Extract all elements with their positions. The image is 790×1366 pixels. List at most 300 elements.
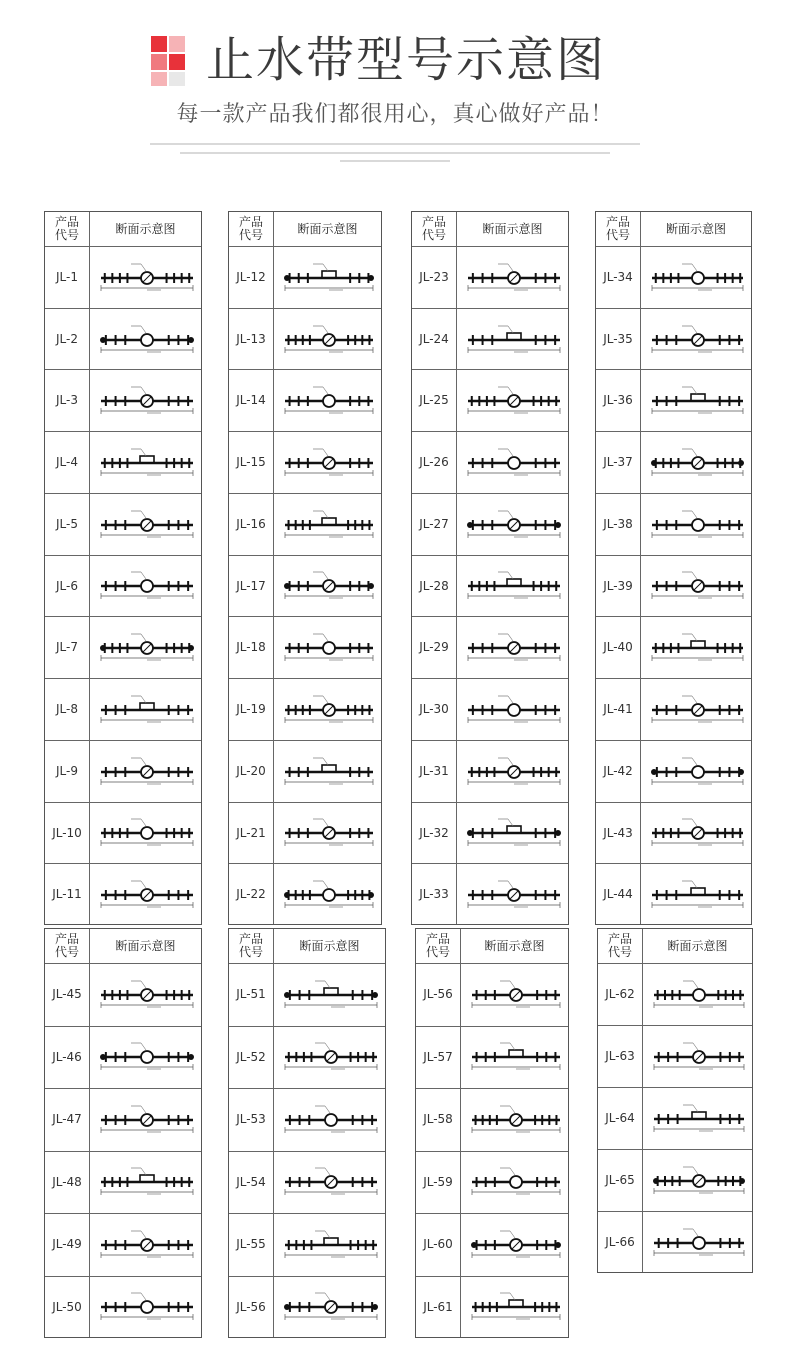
table-row xyxy=(416,1213,568,1276)
product-code: JL-20 xyxy=(236,763,266,778)
table-row xyxy=(229,802,381,864)
center-bulb xyxy=(325,1114,337,1126)
product-code: JL-60 xyxy=(423,1237,453,1251)
product-code: JL-4 xyxy=(56,455,78,470)
table-row xyxy=(45,1088,201,1151)
logo-square-5 xyxy=(151,72,167,86)
product-code: JL-52 xyxy=(236,1049,266,1064)
section-diagram xyxy=(462,878,566,920)
table-row xyxy=(45,369,201,431)
callout-leader xyxy=(141,1043,146,1050)
product-code: JL-11 xyxy=(52,887,82,902)
table-row xyxy=(229,308,381,370)
product-code: JL-57 xyxy=(423,1049,453,1064)
end-bulb-left xyxy=(284,275,290,281)
callout-leader xyxy=(141,758,146,765)
end-bulb-left xyxy=(651,769,657,775)
callout-leader xyxy=(323,326,328,333)
section-diagram xyxy=(279,816,379,858)
section-diagram xyxy=(95,508,199,550)
header-diagram-label: 断面示意图 xyxy=(115,939,176,953)
section-diagram xyxy=(95,1165,199,1208)
bottom-table-2 xyxy=(228,928,386,1338)
product-code: JL-18 xyxy=(236,640,266,655)
table-row xyxy=(596,369,751,431)
center-bulb xyxy=(692,519,704,531)
section-diagram xyxy=(648,978,750,1020)
product-code: JL-29 xyxy=(419,640,449,655)
callout-leader xyxy=(141,449,146,456)
end-bulb-left xyxy=(284,892,290,898)
section-diagram xyxy=(646,631,749,673)
header-code-line2: 代号 xyxy=(54,228,79,242)
callout-leader xyxy=(508,264,513,271)
header-code-line1: 产品 xyxy=(605,215,630,229)
callout-leader xyxy=(141,696,146,703)
header-code-line2: 代号 xyxy=(605,228,630,242)
callout-leader xyxy=(510,1293,515,1300)
product-code: JL-38 xyxy=(603,516,633,531)
section-diagram xyxy=(462,569,566,611)
callout-leader xyxy=(692,819,697,826)
table-row xyxy=(229,493,381,555)
callout-leader xyxy=(325,1293,330,1300)
table-row xyxy=(412,802,568,864)
section-diagram xyxy=(279,1040,383,1083)
callout-leader xyxy=(510,981,515,988)
product-code: JL-55 xyxy=(236,1237,266,1251)
callout-leader xyxy=(323,696,328,703)
callout-leader xyxy=(323,634,328,641)
end-bulb-right xyxy=(738,460,744,466)
table-row xyxy=(598,963,752,1025)
product-code: JL-28 xyxy=(419,578,449,593)
section-diagram xyxy=(466,1228,566,1271)
section-diagram xyxy=(95,1040,199,1083)
callout-leader xyxy=(510,1168,515,1175)
end-bulb-left xyxy=(651,460,657,466)
product-code: JL-22 xyxy=(236,887,266,902)
center-bulb xyxy=(323,395,335,407)
product-code: JL-6 xyxy=(56,578,78,593)
callout-leader xyxy=(323,264,328,271)
product-code: JL-34 xyxy=(603,270,633,284)
callout-leader xyxy=(692,449,697,456)
center-bulb xyxy=(323,889,335,901)
callout-leader xyxy=(508,387,513,394)
product-code: JL-39 xyxy=(603,578,633,593)
product-code: JL-3 xyxy=(56,393,78,408)
section-diagram xyxy=(462,446,566,488)
section-diagram xyxy=(466,1165,566,1208)
product-code: JL-50 xyxy=(52,1299,82,1314)
section-diagram xyxy=(466,1290,566,1333)
product-code: JL-51 xyxy=(236,987,266,1001)
section-diagram xyxy=(95,384,199,426)
end-bulb-right xyxy=(372,1304,378,1310)
end-bulb-right xyxy=(188,645,194,651)
center-bulb xyxy=(141,1051,153,1063)
product-code: JL-9 xyxy=(56,763,78,778)
end-bulb-left xyxy=(284,583,290,589)
section-diagram xyxy=(95,978,199,1021)
bottom-table-1 xyxy=(44,928,202,1338)
center-bulb xyxy=(508,457,520,469)
product-code: JL-58 xyxy=(423,1112,453,1126)
table-row xyxy=(596,431,751,493)
product-code: JL-16 xyxy=(236,516,266,531)
product-code: JL-12 xyxy=(236,270,266,284)
product-code: JL-63 xyxy=(605,1049,635,1063)
table-row xyxy=(229,1151,385,1214)
table-row xyxy=(229,1276,385,1339)
end-bulb-right xyxy=(738,769,744,775)
product-code: JL-33 xyxy=(419,887,449,902)
callout-leader xyxy=(323,449,328,456)
section-diagram xyxy=(279,508,379,550)
top-table-4 xyxy=(595,211,752,925)
table-row xyxy=(229,369,381,431)
section-diagram xyxy=(279,261,379,303)
table-row xyxy=(412,246,568,308)
callout-leader xyxy=(325,1231,330,1238)
end-bulb-right xyxy=(555,830,561,836)
callout-leader xyxy=(692,696,697,703)
table-row xyxy=(45,1026,201,1089)
callout-leader xyxy=(508,758,513,765)
header-code-label xyxy=(229,929,273,959)
product-code: JL-47 xyxy=(52,1112,82,1126)
header-diagram-label: 断面示意图 xyxy=(115,222,176,236)
callout-leader xyxy=(141,1293,146,1300)
table-row xyxy=(45,555,201,617)
product-code: JL-54 xyxy=(236,1174,266,1189)
product-code: JL-40 xyxy=(603,640,633,655)
callout-leader xyxy=(323,387,328,394)
center-bulb xyxy=(692,272,704,284)
section-diagram xyxy=(462,323,566,365)
product-code: JL-37 xyxy=(603,455,633,470)
end-bulb-right xyxy=(368,583,374,589)
product-code: JL-65 xyxy=(605,1173,635,1187)
end-bulb-right xyxy=(188,337,194,343)
table-row xyxy=(45,493,201,555)
callout-leader xyxy=(508,326,513,333)
section-diagram xyxy=(279,755,379,797)
product-code: JL-19 xyxy=(236,702,266,717)
section-diagram xyxy=(462,693,566,735)
callout-leader xyxy=(692,387,697,394)
header-code-line1: 产品 xyxy=(238,215,263,229)
top-table-2 xyxy=(228,211,382,925)
callout-leader xyxy=(693,1043,698,1050)
table-row xyxy=(416,1276,568,1339)
end-bulb-left xyxy=(284,992,290,998)
table-row xyxy=(229,555,381,617)
section-diagram xyxy=(646,693,749,735)
page-title: 止水带型号示意图 xyxy=(206,32,607,88)
table-row xyxy=(45,616,201,678)
product-code: JL-41 xyxy=(603,702,633,717)
center-bulb xyxy=(693,1237,705,1249)
section-diagram xyxy=(95,1228,199,1271)
section-diagram xyxy=(95,755,199,797)
header-code-line2: 代号 xyxy=(421,228,446,242)
callout-leader xyxy=(323,572,328,579)
header-code-line2: 代号 xyxy=(238,945,263,959)
bottom-table-3 xyxy=(415,928,569,1338)
callout-leader xyxy=(508,634,513,641)
header-code-line1: 产品 xyxy=(54,932,79,946)
table-row xyxy=(596,246,751,308)
section-diagram xyxy=(95,261,199,303)
callout-leader xyxy=(693,1229,698,1236)
header-code-label xyxy=(45,929,89,959)
callout-leader xyxy=(508,572,513,579)
section-diagram xyxy=(646,569,749,611)
callout-leader xyxy=(141,634,146,641)
callout-leader xyxy=(692,572,697,579)
end-bulb-left xyxy=(471,1242,477,1248)
table-row xyxy=(45,678,201,740)
table-row xyxy=(229,678,381,740)
section-diagram xyxy=(648,1102,750,1144)
callout-leader xyxy=(693,1167,698,1174)
center-bulb xyxy=(693,989,705,1001)
section-diagram xyxy=(279,631,379,673)
callout-leader xyxy=(325,1168,330,1175)
header-code-label xyxy=(45,212,89,242)
product-code: JL-49 xyxy=(52,1237,82,1251)
table-row xyxy=(229,963,385,1026)
section-diagram xyxy=(95,1103,199,1146)
header-diagram-label: 断面示意图 xyxy=(299,939,360,953)
center-bulb xyxy=(141,334,153,346)
section-diagram xyxy=(462,755,566,797)
callout-leader xyxy=(510,1106,515,1113)
callout-leader xyxy=(323,758,328,765)
table-row xyxy=(416,1026,568,1089)
table-row xyxy=(229,431,381,493)
callout-leader xyxy=(693,1105,698,1112)
section-diagram xyxy=(279,1103,383,1146)
logo-square-4 xyxy=(169,54,185,70)
center-bulb xyxy=(141,580,153,592)
table-row xyxy=(596,308,751,370)
product-code: JL-14 xyxy=(236,393,266,408)
table-row xyxy=(412,616,568,678)
header-code-line1: 产品 xyxy=(607,932,632,946)
section-diagram xyxy=(279,878,379,920)
end-bulb-right xyxy=(555,522,561,528)
section-diagram xyxy=(646,261,749,303)
product-code: JL-5 xyxy=(56,516,78,531)
bottom-table-4 xyxy=(597,928,753,1273)
product-code: JL-1 xyxy=(56,270,78,284)
product-code: JL-31 xyxy=(419,763,449,778)
section-diagram xyxy=(462,384,566,426)
decorative-line-3 xyxy=(340,160,450,162)
product-code: JL-24 xyxy=(419,331,449,346)
product-code: JL-53 xyxy=(236,1112,266,1126)
table-row xyxy=(45,1276,201,1339)
section-diagram xyxy=(95,446,199,488)
callout-leader xyxy=(692,758,697,765)
section-diagram xyxy=(646,508,749,550)
logo-square-1 xyxy=(151,36,167,52)
section-diagram xyxy=(648,1226,750,1268)
section-diagram xyxy=(95,569,199,611)
callout-leader xyxy=(508,511,513,518)
callout-leader xyxy=(508,881,513,888)
table-row xyxy=(45,802,201,864)
section-diagram xyxy=(95,323,199,365)
section-diagram xyxy=(466,1103,566,1146)
table-row xyxy=(45,1213,201,1276)
table-row xyxy=(598,1025,752,1087)
callout-leader xyxy=(510,1043,515,1050)
header-code-label xyxy=(229,212,273,242)
section-diagram xyxy=(279,446,379,488)
product-code: JL-10 xyxy=(52,825,82,840)
table-row xyxy=(45,246,201,308)
callout-leader xyxy=(325,1043,330,1050)
section-diagram xyxy=(279,693,379,735)
header-diagram-label: 断面示意图 xyxy=(667,939,728,953)
section-diagram xyxy=(279,1165,383,1208)
section-diagram xyxy=(462,261,566,303)
section-diagram xyxy=(646,384,749,426)
center-bulb xyxy=(141,827,153,839)
section-diagram xyxy=(95,631,199,673)
callout-leader xyxy=(141,819,146,826)
logo-square-6 xyxy=(169,72,185,86)
section-diagram xyxy=(648,1164,750,1206)
section-diagram xyxy=(95,816,199,858)
table-row xyxy=(412,740,568,802)
section-diagram xyxy=(95,693,199,735)
callout-leader xyxy=(508,449,513,456)
header-code-label xyxy=(416,929,460,959)
product-code: JL-56 xyxy=(423,987,453,1001)
product-code: JL-45 xyxy=(52,987,82,1001)
product-code: JL-59 xyxy=(423,1174,453,1189)
callout-leader xyxy=(508,696,513,703)
end-bulb-right xyxy=(188,1054,194,1060)
section-diagram xyxy=(279,1228,383,1271)
section-diagram xyxy=(279,569,379,611)
header-code-line1: 产品 xyxy=(421,215,446,229)
callout-leader xyxy=(325,981,330,988)
table-row xyxy=(45,308,201,370)
center-bulb xyxy=(323,642,335,654)
header-diagram-label: 断面示意图 xyxy=(484,939,545,953)
section-diagram xyxy=(646,446,749,488)
table-row xyxy=(229,1088,385,1151)
logo-square-3 xyxy=(151,54,167,70)
table-row xyxy=(229,616,381,678)
center-bulb xyxy=(692,766,704,778)
callout-leader xyxy=(323,881,328,888)
end-bulb-left xyxy=(284,1304,290,1310)
table-row xyxy=(229,863,381,925)
table-row xyxy=(45,740,201,802)
table-row xyxy=(596,678,751,740)
callout-leader xyxy=(693,981,698,988)
header-code-line1: 产品 xyxy=(425,932,450,946)
table-row xyxy=(45,963,201,1026)
product-code: JL-30 xyxy=(419,702,449,717)
table-row xyxy=(229,740,381,802)
product-code: JL-7 xyxy=(56,640,78,655)
header-diagram-label: 断面示意图 xyxy=(297,222,358,236)
table-row xyxy=(45,863,201,925)
table-row xyxy=(412,369,568,431)
end-bulb-left xyxy=(100,337,106,343)
table-row xyxy=(596,740,751,802)
end-bulb-right xyxy=(739,1178,745,1184)
header-code-line2: 代号 xyxy=(54,945,79,959)
product-code: JL-44 xyxy=(603,887,633,902)
callout-leader xyxy=(323,819,328,826)
product-code: JL-56 xyxy=(236,1299,266,1314)
brand-logo xyxy=(151,36,185,86)
section-diagram xyxy=(279,978,383,1021)
table-row xyxy=(412,308,568,370)
header-diagram-label: 断面示意图 xyxy=(665,222,726,236)
product-code: JL-32 xyxy=(419,825,449,840)
callout-leader xyxy=(510,1231,515,1238)
logo-square-2 xyxy=(169,36,185,52)
product-code: JL-15 xyxy=(236,455,266,470)
product-code: JL-27 xyxy=(419,516,449,531)
product-code: JL-8 xyxy=(56,702,78,717)
table-row xyxy=(596,555,751,617)
callout-leader xyxy=(141,511,146,518)
table-row xyxy=(598,1087,752,1149)
product-code: JL-43 xyxy=(603,825,633,840)
product-code: JL-21 xyxy=(236,825,266,840)
header-code-label xyxy=(598,929,642,959)
callout-leader xyxy=(141,881,146,888)
table-row xyxy=(596,493,751,555)
section-diagram xyxy=(95,1290,199,1333)
callout-leader xyxy=(692,326,697,333)
product-code: JL-62 xyxy=(605,987,635,1001)
header-code-line2: 代号 xyxy=(425,945,450,959)
header-code-line2: 代号 xyxy=(238,228,263,242)
section-diagram xyxy=(466,1040,566,1083)
section-diagram xyxy=(462,631,566,673)
center-bulb xyxy=(508,704,520,716)
table-row xyxy=(45,1151,201,1214)
section-diagram xyxy=(466,978,566,1021)
table-row xyxy=(229,246,381,308)
decorative-line-1 xyxy=(150,143,640,145)
table-row xyxy=(596,863,751,925)
table-row xyxy=(412,555,568,617)
end-bulb-right xyxy=(368,275,374,281)
product-code: JL-2 xyxy=(56,331,78,346)
callout-leader xyxy=(141,1106,146,1113)
section-diagram xyxy=(279,323,379,365)
product-code: JL-66 xyxy=(605,1235,635,1249)
section-diagram xyxy=(646,878,749,920)
end-bulb-left xyxy=(100,1054,106,1060)
product-code: JL-26 xyxy=(419,455,449,470)
callout-leader xyxy=(141,572,146,579)
decorative-line-2 xyxy=(180,152,610,154)
